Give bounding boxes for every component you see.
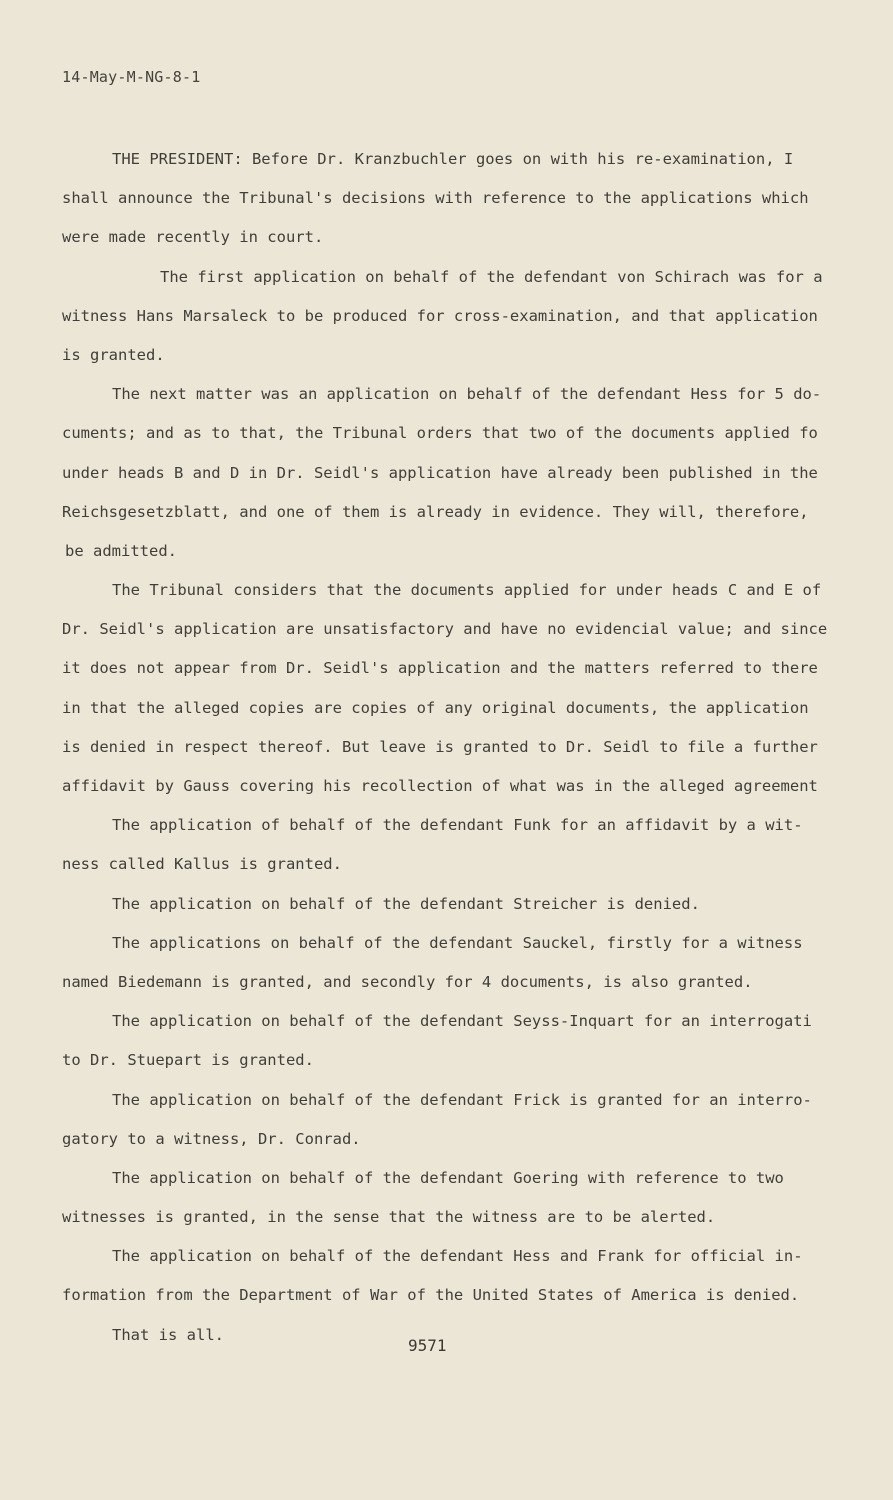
text-line: THE PRESIDENT: Before Dr. Kranzbuchler goes on with his re-examination, I — [112, 150, 794, 168]
text-line: named Biedemann is granted, and secondly for 4 documents, is also granted. — [62, 972, 753, 991]
transcript-body — [62, 140, 840, 1355]
text-line: is denied in respect thereof. But leave is granted to Dr. Seidl to file a further — [62, 737, 818, 756]
text-line: it does not appear from Dr. Seidl's application and the matters referred to there — [62, 659, 818, 678]
text-line: under heads B and D in Dr. Seidl's application have already been published in the — [62, 463, 818, 482]
text-line: is granted. — [62, 345, 165, 364]
text-line: The application of behalf of the defendant Funk for an affidavit by a wit- — [112, 816, 803, 835]
text-line: The applications on behalf of the defendant Sauckel, firstly for a witness — [112, 933, 803, 952]
text-line: The application on behalf of the defendant Hess and Frank for official in- — [112, 1247, 803, 1266]
text-line: gatory to a witness, Dr. Conrad. — [62, 1129, 361, 1148]
text-line: The application on behalf of the defendant Frick is granted for an interro- — [112, 1090, 812, 1109]
text-line: to Dr. Stuepart is granted. — [62, 1051, 314, 1070]
text-line: cuments; and as to that, the Tribunal orders that two of the documents applied fo — [62, 424, 818, 443]
text-line: ness called Kallus is granted. — [62, 855, 342, 874]
text-line: The next matter was an application on behalf of the defendant Hess for 5 do- — [112, 385, 822, 404]
text-line: formation from the Department of War of the United States of America is denied. — [62, 1286, 800, 1305]
text-line: Reichsgesetzblatt, and one of them is already in evidence. They will, therefore, — [62, 502, 809, 521]
document-reference-id: 14-May-M-NG-8-1 — [62, 68, 201, 86]
text-line: That is all. — [112, 1325, 224, 1344]
text-line: The application on behalf of the defendant Streicher is denied. — [112, 894, 700, 913]
text-line: witnesses is granted, in the sense that the witness are to be alerted. — [62, 1208, 716, 1227]
page-number: 9571 — [408, 1336, 447, 1355]
text-line: were made recently in court. — [62, 228, 324, 247]
text-line: in that the alleged copies are copies of any original documents, the application — [62, 698, 809, 717]
text-line: The application on behalf of the defendant Seyss-Inquart for an interrogati — [112, 1012, 812, 1031]
text-line: witness Hans Marsaleck to be produced for cross-examination, and that application — [62, 306, 818, 325]
text-line: be admitted. — [65, 541, 177, 560]
text-line: The first application on behalf of the defendant von Schirach was for a — [160, 267, 823, 286]
text-line: affidavit by Gauss covering his recollection of what was in the alleged agreement — [62, 777, 818, 795]
text-line: Dr. Seidl's application are unsatisfactory and have no evidencial value; and since — [62, 620, 828, 639]
text-line: The Tribunal considers that the documents applied for under heads C and E of — [112, 581, 822, 600]
text-line: The application on behalf of the defendant Goering with reference to two — [112, 1168, 784, 1187]
text-line: shall announce the Tribunal's decisions with reference to the applications which — [62, 189, 809, 208]
